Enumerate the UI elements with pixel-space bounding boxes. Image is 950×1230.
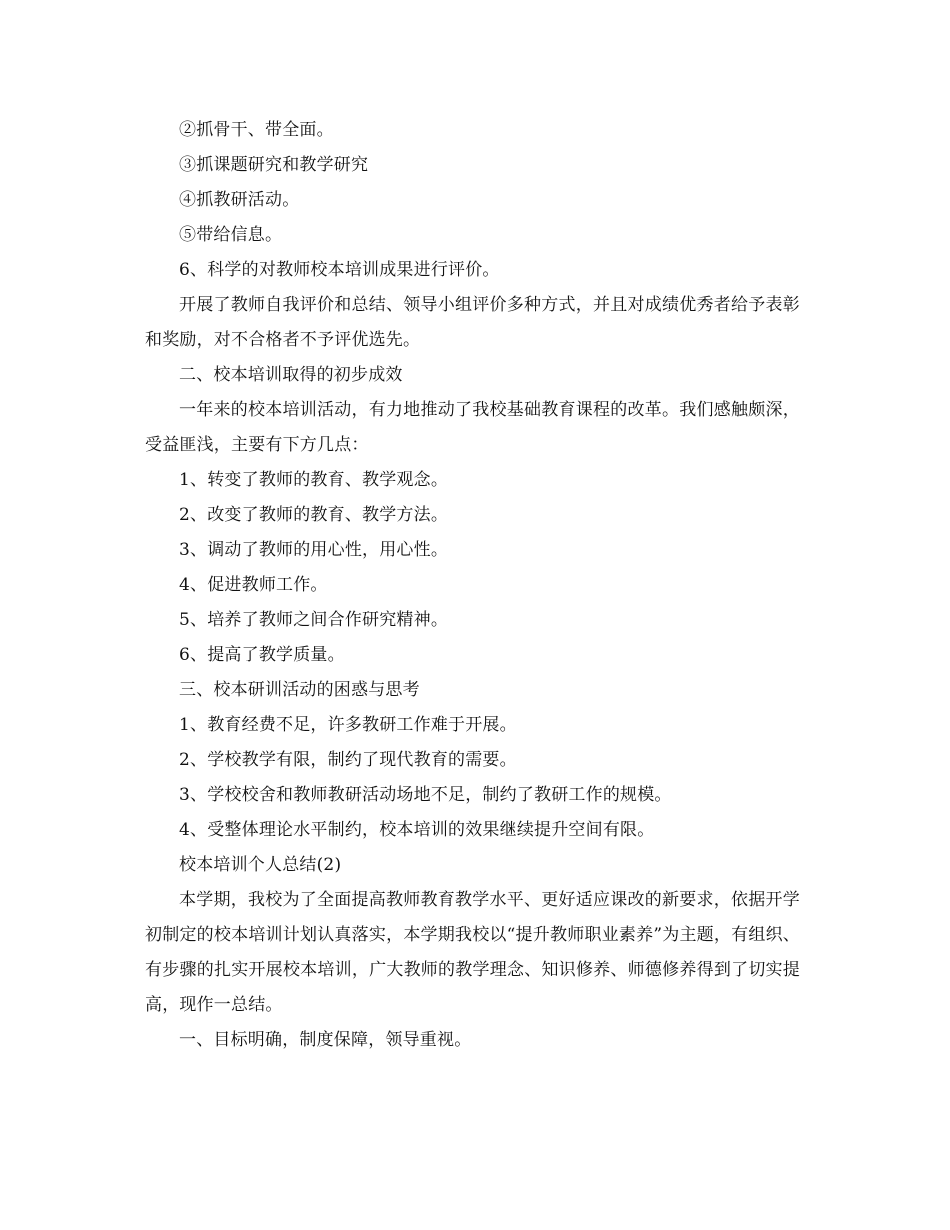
- list-item-challenge-3: 3、学校校舍和教师教研活动场地不足，制约了教研工作的规模。: [179, 785, 672, 805]
- document-subtitle: 校本培训个人总结(2): [179, 855, 342, 875]
- paragraph-semester-summary: 本学期，我校为了全面提高教师教育教学水平、更好适应课改的新要求，依据开学初制定的校本培训计划认真落实，本学期我校以“提升教师职业素养”为主题，有组织、有步骤的扎实开展校本培训，广大教师的教学理念、知识修养、师德修养得到了切实提高，现作一总结。: [145, 890, 800, 1015]
- list-item-challenge-1: 1、教育经费不足，许多教研工作难于开展。: [179, 715, 517, 735]
- paragraph-information: ⑤带给信息。: [179, 225, 283, 245]
- list-item-result-3: 3、调动了教师的用心性，用心性。: [179, 540, 449, 560]
- list-item-challenge-4: 4、受整体理论水平制约，校本培训的效果继续提升空间有限。: [179, 820, 655, 840]
- section-heading-goals: 一、目标明确，制度保障，领导重视。: [179, 1030, 472, 1050]
- paragraph-backbone: ②抓骨干、带全面。: [179, 120, 334, 140]
- section-heading-challenges: 三、校本研训活动的困惑与思考: [179, 680, 420, 700]
- paragraph-results-intro: 一年来的校本培训活动，有力地推动了我校基础教育课程的改革。我们感触颇深，受益匪浅，主要有下方几点：: [145, 400, 800, 455]
- list-item-result-1: 1、转变了教师的教育、教学观念。: [179, 470, 449, 490]
- document-body: [145, 113, 800, 1058]
- paragraph-activities: ④抓教研活动。: [179, 190, 300, 210]
- paragraph-evaluation-heading: 6、科学的对教师校本培训成果进行评价。: [179, 260, 500, 280]
- list-item-result-5: 5、培养了教师之间合作研究精神。: [179, 610, 449, 630]
- list-item-result-4: 4、促进教师工作。: [179, 575, 328, 595]
- list-item-challenge-2: 2、学校教学有限，制约了现代教育的需要。: [179, 750, 517, 770]
- paragraph-research: ③抓课题研究和教学研究: [179, 155, 369, 175]
- paragraph-evaluation-body: 开展了教师自我评价和总结、领导小组评价多种方式，并且对成绩优秀者给予表彰和奖励，对不合格者不予评优选先。: [145, 295, 800, 350]
- list-item-result-6: 6、提高了教学质量。: [179, 645, 345, 665]
- section-heading-results: 二、校本培训取得的初步成效: [179, 365, 403, 385]
- list-item-result-2: 2、改变了教师的教育、教学方法。: [179, 505, 449, 525]
